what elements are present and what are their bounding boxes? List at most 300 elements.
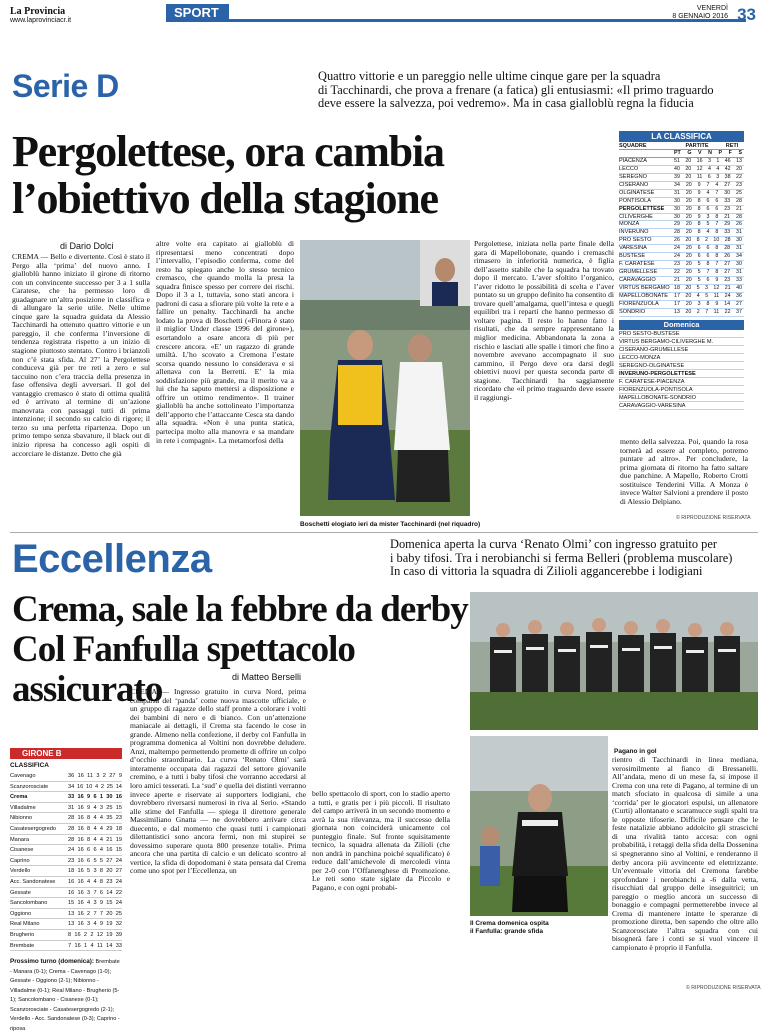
brand-url[interactable]: www.laprovinciacr.it xyxy=(10,17,72,24)
stat-value: 13 xyxy=(674,308,680,315)
standings-row xyxy=(619,166,744,174)
top-col-1: CREMA — Bello e divertente. Così è stato il Pergo alla ‘prima’ del nuovo anno. I gialloblù hanno iniziato il girone di ritorno con un convincente successo per 3 a 1 sulla Caratese, che ha permesso loro di guadagnare un’altra posizione in classifica e di allungare la serie utile. Nelle ultime cinque gare la squadra guidata da Alessio Tacchinardi ha ottenuto quattro vittorie e un pareggio, il che conferma l’inversione di tendenza registrata rispetto a un inizio di stagione piuttosto stentato. Contro i brianzoli non c’è stata sfida. Al 27’ la Pergolettese conduceva già per tre reti a zero e sul taccuino non c’era traccia della presenza in fase offensiva degli avversari. Il gol del vantaggio cremasco è stato di ottima qualità ed è arrivato al termine di un’azione manovrata con passaggi tutti di prima intenzione; il secondo su calcio di rigore; il terzo su una perfetta ripartenza. Dopo un primo tempo senza sbavature, il black out di inizio ripresa ha concesso agli ospiti di accorciare le distanze. Detto che già xyxy=(12,252,150,458)
stat-value: 23 xyxy=(68,857,75,864)
boschetti-photo xyxy=(300,240,470,516)
stat-value: 8 xyxy=(697,197,701,204)
stat-value: 40 xyxy=(674,165,680,172)
fanfulla-photo xyxy=(470,736,608,916)
girone-row xyxy=(10,813,122,824)
stat-value: 13 xyxy=(68,910,75,917)
team-name: Acc. Sandonatese xyxy=(10,878,56,885)
stat-value: 5 xyxy=(93,857,97,864)
stat-value: 20 xyxy=(685,300,692,307)
stat-value: 16 xyxy=(77,910,84,917)
girone-row xyxy=(10,919,122,930)
standings-col-labels xyxy=(619,150,744,158)
stat-value: 21 xyxy=(736,205,742,212)
stat-value: 9 xyxy=(697,213,701,220)
caption-line: Il Crema domenica ospita xyxy=(470,920,549,927)
brand-name: La Provincia xyxy=(10,6,66,17)
stat-value: 3 xyxy=(716,173,720,180)
stat-value: 4 xyxy=(99,836,103,843)
stat-value: 5 xyxy=(705,292,709,299)
stat-value: 3 xyxy=(96,773,100,779)
stat-value: 27 xyxy=(724,181,731,188)
stat-value: 16 xyxy=(77,868,84,875)
stat-value: 31 xyxy=(68,804,75,811)
stat-value: 8 xyxy=(697,221,701,228)
girone-row xyxy=(10,941,122,952)
stat-value: 4 xyxy=(99,847,103,854)
second-col-2: bello spettacolo di sport, con lo stadio aperto a tutti, e gratis per i più piccoli. Il risultato del campo arriverà in un secondo momento e avrà la sua rilevanza, ma il successo della giornata non coinciderà unicamente col punteggio finale. Sul fronte squisitamente tecnico, la squadra allenata da Zilioli (che non andrà in panchina poiché squalificato) è reduce dall’amichevole di mercoledì vinta per 2-0 con l’Offanenghese di Promozione. Le reti sono state siglate da Piccolo e Pagano, e con ogni probabi- xyxy=(312,789,450,893)
stat-value: 27 xyxy=(106,857,113,864)
girone-row xyxy=(10,835,122,846)
team-name: SONDRIO xyxy=(619,308,646,315)
stat-value: 37 xyxy=(736,308,742,315)
team-name: Caprino xyxy=(10,857,30,864)
stat-value: 33 xyxy=(724,229,731,236)
stat-value: 16 xyxy=(77,900,84,907)
section-label: SPORT xyxy=(166,4,229,22)
standings-row xyxy=(619,277,744,285)
standings-row xyxy=(619,245,744,253)
girone-row xyxy=(10,909,122,920)
stat-value: 6 xyxy=(87,857,91,864)
stat-value: 4 xyxy=(93,836,97,843)
deck-line: Quattro vittorie e un pareggio nelle ultime cinque gare per la squadra xyxy=(318,69,661,83)
stat-value: 9 xyxy=(87,794,91,801)
next-round-text: Brembate - Manara (0-1); Crema - Cavenago (1-0); Gessate - Oggiono (2-1); Nibionno - Villadalme (0-1); Real Milano - Brugherio (5-1); Sancolombano - Cisanese (0-1); Scanzorosciate - Casatesergogredo (2-1); Verdello - Acc. Sandonatese (0-3); Caprino - riposa xyxy=(10,959,120,1032)
masthead xyxy=(10,6,71,24)
stat-value: 8 xyxy=(715,269,719,276)
team-name: MONZA xyxy=(619,221,640,228)
team-name: Real Milano xyxy=(10,921,40,928)
caption-line: il Fanfulla: grande sfida xyxy=(470,928,543,935)
team-name: FIORENZUOLA xyxy=(619,300,659,307)
stat-value: 36 xyxy=(68,773,75,779)
stat-value: 6 xyxy=(715,205,719,212)
col-label: V xyxy=(698,150,702,156)
stat-value: 18 xyxy=(115,825,122,832)
team-name: LECCO xyxy=(619,165,639,172)
stat-value: 20 xyxy=(685,245,692,252)
stat-value: 24 xyxy=(115,878,122,885)
stat-value: 12 xyxy=(713,284,720,291)
issue-date xyxy=(672,5,728,21)
stat-value: 30 xyxy=(736,261,742,268)
stat-value: 20 xyxy=(685,237,692,244)
stat-value: 3 xyxy=(99,804,103,811)
team-name: SEREGNO xyxy=(619,173,647,180)
girone-row xyxy=(10,845,122,856)
stat-value: 27 xyxy=(724,269,731,276)
stat-value: 20 xyxy=(685,308,692,315)
stat-value: 17 xyxy=(674,292,680,299)
stat-value: 38 xyxy=(724,173,731,180)
stat-value: 33 xyxy=(736,277,742,283)
deck-line: In caso di vittoria la squadra di Zilioli aggancerebbe i lodigiani xyxy=(390,564,703,578)
stat-value: 16 xyxy=(74,942,81,949)
stat-value: 7 xyxy=(93,889,97,896)
col-label: G xyxy=(687,150,692,156)
stat-value: 8 xyxy=(87,836,91,843)
team-name: Sancolombano xyxy=(10,900,48,907)
stat-value: 25 xyxy=(106,804,113,811)
stat-value: 4 xyxy=(90,942,94,949)
stat-value: 4 xyxy=(99,815,103,822)
stat-value: 20 xyxy=(685,292,692,299)
stat-value: 33 xyxy=(724,197,731,204)
team-name: Oggiono xyxy=(10,910,32,917)
stat-value: 36 xyxy=(736,292,742,299)
top-col-2: altre volte era capitato ai gialloblù di ripresentarsi meno concentrati dopo l’intervallo, l’episodio conferma, come del resto ha spiegato anche lo stesso tecnico cremasco, che quando molla la presa la squadra finisce spesso per correre dei rischi. Dopo il 3 a 1, tuttavia, sono stati ancora i padroni di casa a sfiorare più volte la rete e a fallire un penalty. Tacchinardi ha anche lodato la prova di Boschetti («Finora è stato il miglior Under classe 1996 del girone»), esortandolo a osare ancora di più per crescere ancora. «E’ un ragazzo di grande umiltà. L’ho scovato a Cremona l’estate scorsa quando nessuno lo considerava e si allenava con la Berretti. E’ la mia soddisfazione più grande, ma il merito va a lui che ha saputo mettersi a disposizione e offrire un ottimo rendimento». Il trainer gialloblù ha anche sottolineato l’importanza dell’apporto che l’attaccante Cesca sta dando alla squadra. «Non è una punta statica, partecipa molto alla manovra e sa mandare in rete i compagni». La metamorfosi della xyxy=(156,239,294,445)
standings-row xyxy=(619,182,744,190)
stat-value: 7 xyxy=(706,181,710,188)
stat-value: 4 xyxy=(716,165,720,172)
girone-row xyxy=(10,803,122,814)
standings-row xyxy=(619,301,744,309)
stat-value: 8 xyxy=(697,205,701,212)
stat-value: 19 xyxy=(115,836,122,843)
girone-row xyxy=(10,771,122,782)
stat-value: 8 xyxy=(715,229,719,236)
stat-value: 7 xyxy=(93,910,97,917)
stat-value: 9 xyxy=(118,773,122,779)
stat-value: 2 xyxy=(102,773,106,779)
girone-row xyxy=(10,898,122,909)
stat-value: 34 xyxy=(736,253,742,260)
deck-line: i baby tifosi. Tra i nerobianchi si ferma Belleri (problema muscolare) xyxy=(390,550,733,565)
second-col-4: rientro di Tacchinardi in linea mediana, verosimilmente al fianco di Bressanelli. All’andata, meno di un mese fa, si impose il Crema con una rete di Pagano, al termine di un match sfociato in qualcosa di simile a una ‘corrida’ per le giocatori espulsi, un allenatore (Curti) allontanato e scaramucce sugli spalti tra le opposte tifoserie. Difficile pensare che le feste natalizie abbiano addolcito gli strascichi di una rivalità tanto accesa: con ogni probabilità, i retaggi della sfida della Dossenina si spegneranno sino al Voltini, e renderanno il derby ancora più avvincente ed elettrizzante. Un’eventuale vittoria del Cremona farebbe sprofondare i nerobianchi a -6 dalla vetta, risucchiati dal gruppo delle inseguitrici; un pareggio o meglio ancora un successo di bonaggio e compagni permetterebbe invece al Crema di mantenere intatte le speranze di promozione diretta, ben sapendo che oltre allo Scanzorosciate l’altra squadra con cui bisognerà fare i conti se si vuol vincere il campionato è proprio il Fanfulla. xyxy=(612,755,758,953)
second-copyright: © RIPRODUZIONE RISERVATA xyxy=(686,985,761,991)
stat-value: 34 xyxy=(674,181,680,188)
stat-value: 16 xyxy=(76,783,84,790)
girone-tag: GIRONE B xyxy=(10,748,122,759)
girone-row xyxy=(10,856,122,867)
stat-value: 4 xyxy=(93,815,97,822)
stat-value: 9 xyxy=(715,300,719,307)
stat-value: 6 xyxy=(87,847,91,854)
stat-value: 25 xyxy=(115,910,122,917)
stat-value: 6 xyxy=(706,253,710,260)
girone-row xyxy=(10,824,122,835)
stat-value: 3 xyxy=(706,213,710,220)
stat-value: 27 xyxy=(115,868,122,875)
col-label: F xyxy=(728,150,732,156)
fixture: CISERANO-GRUMELLESE xyxy=(619,346,744,354)
stat-value: 42 xyxy=(724,165,731,172)
stat-value: 27 xyxy=(724,261,731,268)
serie-d-standings xyxy=(619,131,744,410)
standings-row xyxy=(619,285,744,293)
stat-value: 12 xyxy=(696,165,703,172)
stat-value: 16 xyxy=(77,794,84,801)
left-photo-caption xyxy=(470,920,549,936)
standings-row xyxy=(619,229,744,237)
stat-value: 20 xyxy=(685,221,692,228)
fixture: MAPELLOBONATE-SONDRIO xyxy=(619,394,744,402)
top-headline xyxy=(12,128,612,222)
stat-value: 39 xyxy=(115,931,122,938)
stat-value: 20 xyxy=(685,157,692,164)
fixture: LECCO-MONZA xyxy=(619,354,744,362)
headline-line: Pergolettese, ora cambia xyxy=(12,127,444,176)
page-number: 33 xyxy=(737,5,756,24)
kicker-eccellenza: Eccellenza xyxy=(12,537,212,581)
team-name: Manara xyxy=(10,836,29,843)
stat-value: 4 xyxy=(87,878,91,885)
stat-value: 1 xyxy=(99,794,103,801)
section-bar xyxy=(166,4,746,22)
stat-value: 19 xyxy=(106,931,113,938)
stat-value: 28 xyxy=(736,213,742,220)
col-partite: PARTITE xyxy=(685,143,709,149)
stat-value: 4 xyxy=(87,900,91,907)
stat-value: 11 xyxy=(713,292,720,299)
stat-value: 23 xyxy=(106,878,113,885)
stat-value: 21 xyxy=(724,284,731,291)
stat-value: 16 xyxy=(68,878,75,885)
stat-value: 4 xyxy=(94,783,99,790)
stat-value: 30 xyxy=(674,205,680,212)
stat-value: 32 xyxy=(115,921,122,928)
stat-value: 20 xyxy=(685,181,692,188)
stat-value: 18 xyxy=(674,284,680,291)
team-name: MAPELLOBONATE xyxy=(619,292,669,299)
stat-value: 39 xyxy=(674,173,680,180)
fixture: VIRTUS BERGAMO-CILIVERGHE M. xyxy=(619,338,744,346)
stat-value: 20 xyxy=(685,213,692,220)
stat-value: 9 xyxy=(697,181,701,188)
stat-value: 22 xyxy=(115,889,122,896)
standings-title: LA CLASSIFICA xyxy=(619,131,744,142)
stat-value: 30 xyxy=(674,213,680,220)
stat-value: 7 xyxy=(715,261,719,268)
standings-row xyxy=(619,293,744,301)
stat-value: 11 xyxy=(87,773,93,779)
girone-row xyxy=(10,877,122,888)
stat-value: 20 xyxy=(685,253,692,260)
girone-title: CLASSIFICA xyxy=(10,762,49,769)
stat-value: 8 xyxy=(68,931,72,938)
stat-value: 9 xyxy=(697,189,701,196)
standings-row xyxy=(619,237,744,245)
fixture: CARAVAGGIO-VARESINA xyxy=(619,402,744,410)
standings-row xyxy=(619,253,744,261)
team-name: OLGINATESE xyxy=(619,189,655,196)
fixture: F. CARATESE-PIACENZA xyxy=(619,378,744,386)
stat-value: 20 xyxy=(685,277,692,283)
stat-value: 23 xyxy=(736,181,742,188)
stat-value: 29 xyxy=(674,221,680,228)
stat-value: 16 xyxy=(77,815,84,822)
stat-value: 5 xyxy=(697,269,701,276)
second-col-1: CREMA — Ingresso gratuito in curva Nord, prima comparsa del ‘panda’ come nuova mascotte ufficiale, e un gruppo di ragazze dello staff pronte a colorare i volti dei bambini di nero e di bianco. Con un’attenzione maniacale ai dettagli, il Crema sta facendo le cose in grande. Almeno nella confezione, il derby col Fanfulla in programma domenica al Voltini non dovrebbe deludere. Anzi, maltempo permettendo promette di offrire un colpo d’occhio straordinario. La curva ‘Renato Olmi’ sarà interamente occupata dai ragazzi del settore giovanile cremino, e a tutti i baby tifosi che vorranno accedarsi al loro amici tesserati. La ‘sud’ e quella dei distinti verranno invece aperte e riservate ai supporters lodigiani, che dovrebbero riversarsi numerosi in riva al Serio. «Stando alle stime del Fanfulla — spiega il direttore generale Massimiliano Gnatta — ne dovrebbero arrivare circa duecento, e dal momento che quasi tutti i campionati dilettantistici sono ancora fermi, non mi stupirei se dovessimo superare quota 800 presenze totali». Prima ancora che una partita di calcio e un delicato scontro al vertice, la sfida di dopodomani è stata pensata dal Crema come uno spot per l’Eccellenza, un xyxy=(130,687,306,876)
standings-row xyxy=(619,198,744,206)
stat-value: 20 xyxy=(685,205,692,212)
stat-value: 20 xyxy=(685,165,692,172)
stat-value: 15 xyxy=(115,847,122,854)
team-name: BUSTESE xyxy=(619,253,646,260)
stat-value: 16 xyxy=(68,889,75,896)
stat-value: 7 xyxy=(99,910,103,917)
stat-value: 4 xyxy=(93,804,97,811)
stat-value: 46 xyxy=(724,157,731,164)
stat-value: 11 xyxy=(96,942,103,949)
team-name: VIRTUS BERGAMO xyxy=(619,284,670,291)
stat-value: 29 xyxy=(724,221,731,228)
stat-value: 16 xyxy=(77,921,84,928)
standings-row xyxy=(619,174,744,182)
team-name: CARAVAGGIO xyxy=(619,277,656,283)
standings-row xyxy=(619,221,744,229)
stat-value: 23 xyxy=(674,261,680,268)
stat-value: 6 xyxy=(93,847,97,854)
stat-value: 7 xyxy=(715,189,719,196)
stat-value: 20 xyxy=(106,868,113,875)
deck-line: di Tacchinardi, che prova a frenare (a fatica) gli entusiasmi: «Il primo traguardo xyxy=(318,82,714,97)
stat-value: 28 xyxy=(724,237,731,244)
stat-value: 7 xyxy=(68,942,72,949)
stat-value: 33 xyxy=(68,794,75,801)
col-squadre: SQUADRE xyxy=(619,143,647,149)
stat-value: 16 xyxy=(77,857,84,864)
stat-value: 40 xyxy=(736,284,742,291)
top-copyright: © RIPRODUZIONE RISERVATA xyxy=(676,515,751,521)
stat-value: 24 xyxy=(674,253,680,260)
stat-value: 5 xyxy=(99,857,103,864)
stat-value: 3 xyxy=(93,868,97,875)
right-photo-caption: Pagano in gol xyxy=(614,748,657,755)
stat-value: 26 xyxy=(674,237,680,244)
stat-value: 2 xyxy=(696,308,700,315)
stat-value: 35 xyxy=(106,815,113,822)
second-byline: di Matteo Berselli xyxy=(232,672,302,682)
stat-value: 20 xyxy=(106,910,113,917)
stat-value: 5 xyxy=(697,277,701,283)
stat-value: 28 xyxy=(68,825,75,832)
stat-value: 25 xyxy=(736,189,742,196)
stat-value: 29 xyxy=(106,825,113,832)
standings-row xyxy=(619,261,744,269)
stat-value: 18 xyxy=(68,868,75,875)
stat-value: 4 xyxy=(93,878,97,885)
team-name: Cisanese xyxy=(10,847,34,854)
stat-value: 4 xyxy=(93,921,97,928)
stat-value: 10 xyxy=(713,237,720,244)
stat-value: 17 xyxy=(674,300,680,307)
girone-row xyxy=(10,792,122,803)
girone-row xyxy=(10,930,122,941)
stat-value: 8 xyxy=(697,229,701,236)
stat-value: 16 xyxy=(77,836,84,843)
stat-value: 8 xyxy=(87,815,91,822)
stat-value: 30 xyxy=(106,794,113,801)
stat-value: 8 xyxy=(99,878,103,885)
next-round-title: Prossimo turno (domenica): xyxy=(10,958,94,966)
stat-value: 2 xyxy=(87,910,91,917)
top-col-4: mento della salvezza. Poi, quando la rosa tornerà ad essere al completo, potremo puntare ad altro». Per concludere, la prima giornata di ritorno ha fatto saltare due panchine. A Mapello, Roberto Crotti sostituisce Tenderini Villa. A Monza è invece Walter Salvioni a prendere il posto di Alessio Delpiano. xyxy=(620,437,748,506)
stat-value: 26 xyxy=(736,221,742,228)
standings-row xyxy=(619,190,744,198)
stat-value: 21 xyxy=(674,277,680,283)
stat-value: 23 xyxy=(115,815,122,822)
standings-row xyxy=(619,269,744,277)
stat-value: 6 xyxy=(706,205,710,212)
stat-value: 11 xyxy=(713,308,720,315)
team-name: Scanzorosciate xyxy=(10,783,49,790)
deck-line: Domenica aperta la curva ‘Renato Olmi’ con ingresso gratuito per xyxy=(390,537,717,551)
stat-value: 8 xyxy=(706,300,710,307)
stat-value: 28 xyxy=(674,229,680,236)
stat-value: 7 xyxy=(706,269,710,276)
stat-value: 14 xyxy=(106,942,113,949)
stat-value: 30 xyxy=(674,197,680,204)
stat-value: 28 xyxy=(736,197,742,204)
stat-value: 20 xyxy=(685,261,692,268)
stat-value: 33 xyxy=(115,942,122,949)
stat-value: 4 xyxy=(99,825,103,832)
team-name: Nibionno xyxy=(10,815,33,822)
stat-value: 11 xyxy=(696,173,703,180)
top-deck xyxy=(318,70,758,111)
stat-value: 6 xyxy=(706,197,710,204)
stat-value: 3 xyxy=(93,900,97,907)
stat-value: 2 xyxy=(100,783,104,790)
stat-value: 4 xyxy=(93,825,97,832)
stat-value: 3 xyxy=(697,300,701,307)
stat-value: 24 xyxy=(724,292,731,299)
stat-value: 20 xyxy=(685,173,692,180)
team-name: PRO SESTO xyxy=(619,237,652,244)
stat-value: 20 xyxy=(685,284,692,291)
fixture: FIORENZUOLA-PONTISOLA xyxy=(619,386,744,394)
team-name: INVERUNO xyxy=(619,229,649,236)
stat-value: 6 xyxy=(706,277,710,283)
headline-line: l’obiettivo della stagione xyxy=(12,174,438,223)
stat-value: 4 xyxy=(707,165,711,172)
stat-value: 9 xyxy=(99,921,103,928)
stat-value: 22 xyxy=(724,308,731,315)
stat-value: 6 xyxy=(93,794,97,801)
stat-value: 13 xyxy=(736,157,742,164)
stat-value: 30 xyxy=(736,237,742,244)
stat-value: 3 xyxy=(87,889,91,896)
stat-value: 6 xyxy=(715,197,719,204)
top-byline: di Dario Dolci xyxy=(60,241,114,251)
stat-value: 26 xyxy=(724,253,731,260)
stat-value: 8 xyxy=(87,825,91,832)
next-round xyxy=(10,957,122,1034)
team-name: Verdello xyxy=(10,868,31,875)
stat-value: 22 xyxy=(674,269,680,276)
date: 8 GENNAIO 2016 xyxy=(672,13,728,20)
stat-value: 31 xyxy=(736,229,742,236)
girone-b-standings xyxy=(10,748,122,1034)
stat-value: 31 xyxy=(736,269,742,276)
col-label: P xyxy=(718,150,723,156)
stat-value: 8 xyxy=(715,213,719,220)
standings-row xyxy=(619,309,744,317)
stat-value: 24 xyxy=(68,847,75,854)
top-col-3: Pergolettese, iniziata nella parte finale della gara di Mapellobonate, quando i cremaschi rimasero in inferiorità numerica, è figlia dell’assetto stabile che la squadra ha trovato dopo il mercato. L’aver sfoltito l’organico, l’aver ridotto le possibilità di scelta e l’aver puntato su un gruppo definito ha consentito di trovare quell’amalgama, quell’intesa e quegli equilibri tra i reparti che hanno permesso di voltare pagina. Il resto lo hanno fatto i risultati, che da sempre rappresentano la miglior medicina. Abbandonata la zona a rischio e lasciati alle spalle i timori che fino a novembre avevano accompagnato il suo cammino, il Pergo deve ora darsi degli obiettivi nuovi per questa seconda parte di stagione. Tacchinardi ha saggiamente ricordato che «il primo traguardo deve essere il raggiungi- xyxy=(474,239,614,402)
deck-line: deve essere la salvezza, poi vedremo». Ma in casa gialloblù regna la fiducia xyxy=(318,96,694,110)
stat-value: 4 xyxy=(715,181,719,188)
stat-value: 19 xyxy=(106,921,113,928)
stat-value: 7 xyxy=(715,221,719,228)
stat-value: 28 xyxy=(68,836,75,843)
stat-value: 14 xyxy=(115,783,122,790)
